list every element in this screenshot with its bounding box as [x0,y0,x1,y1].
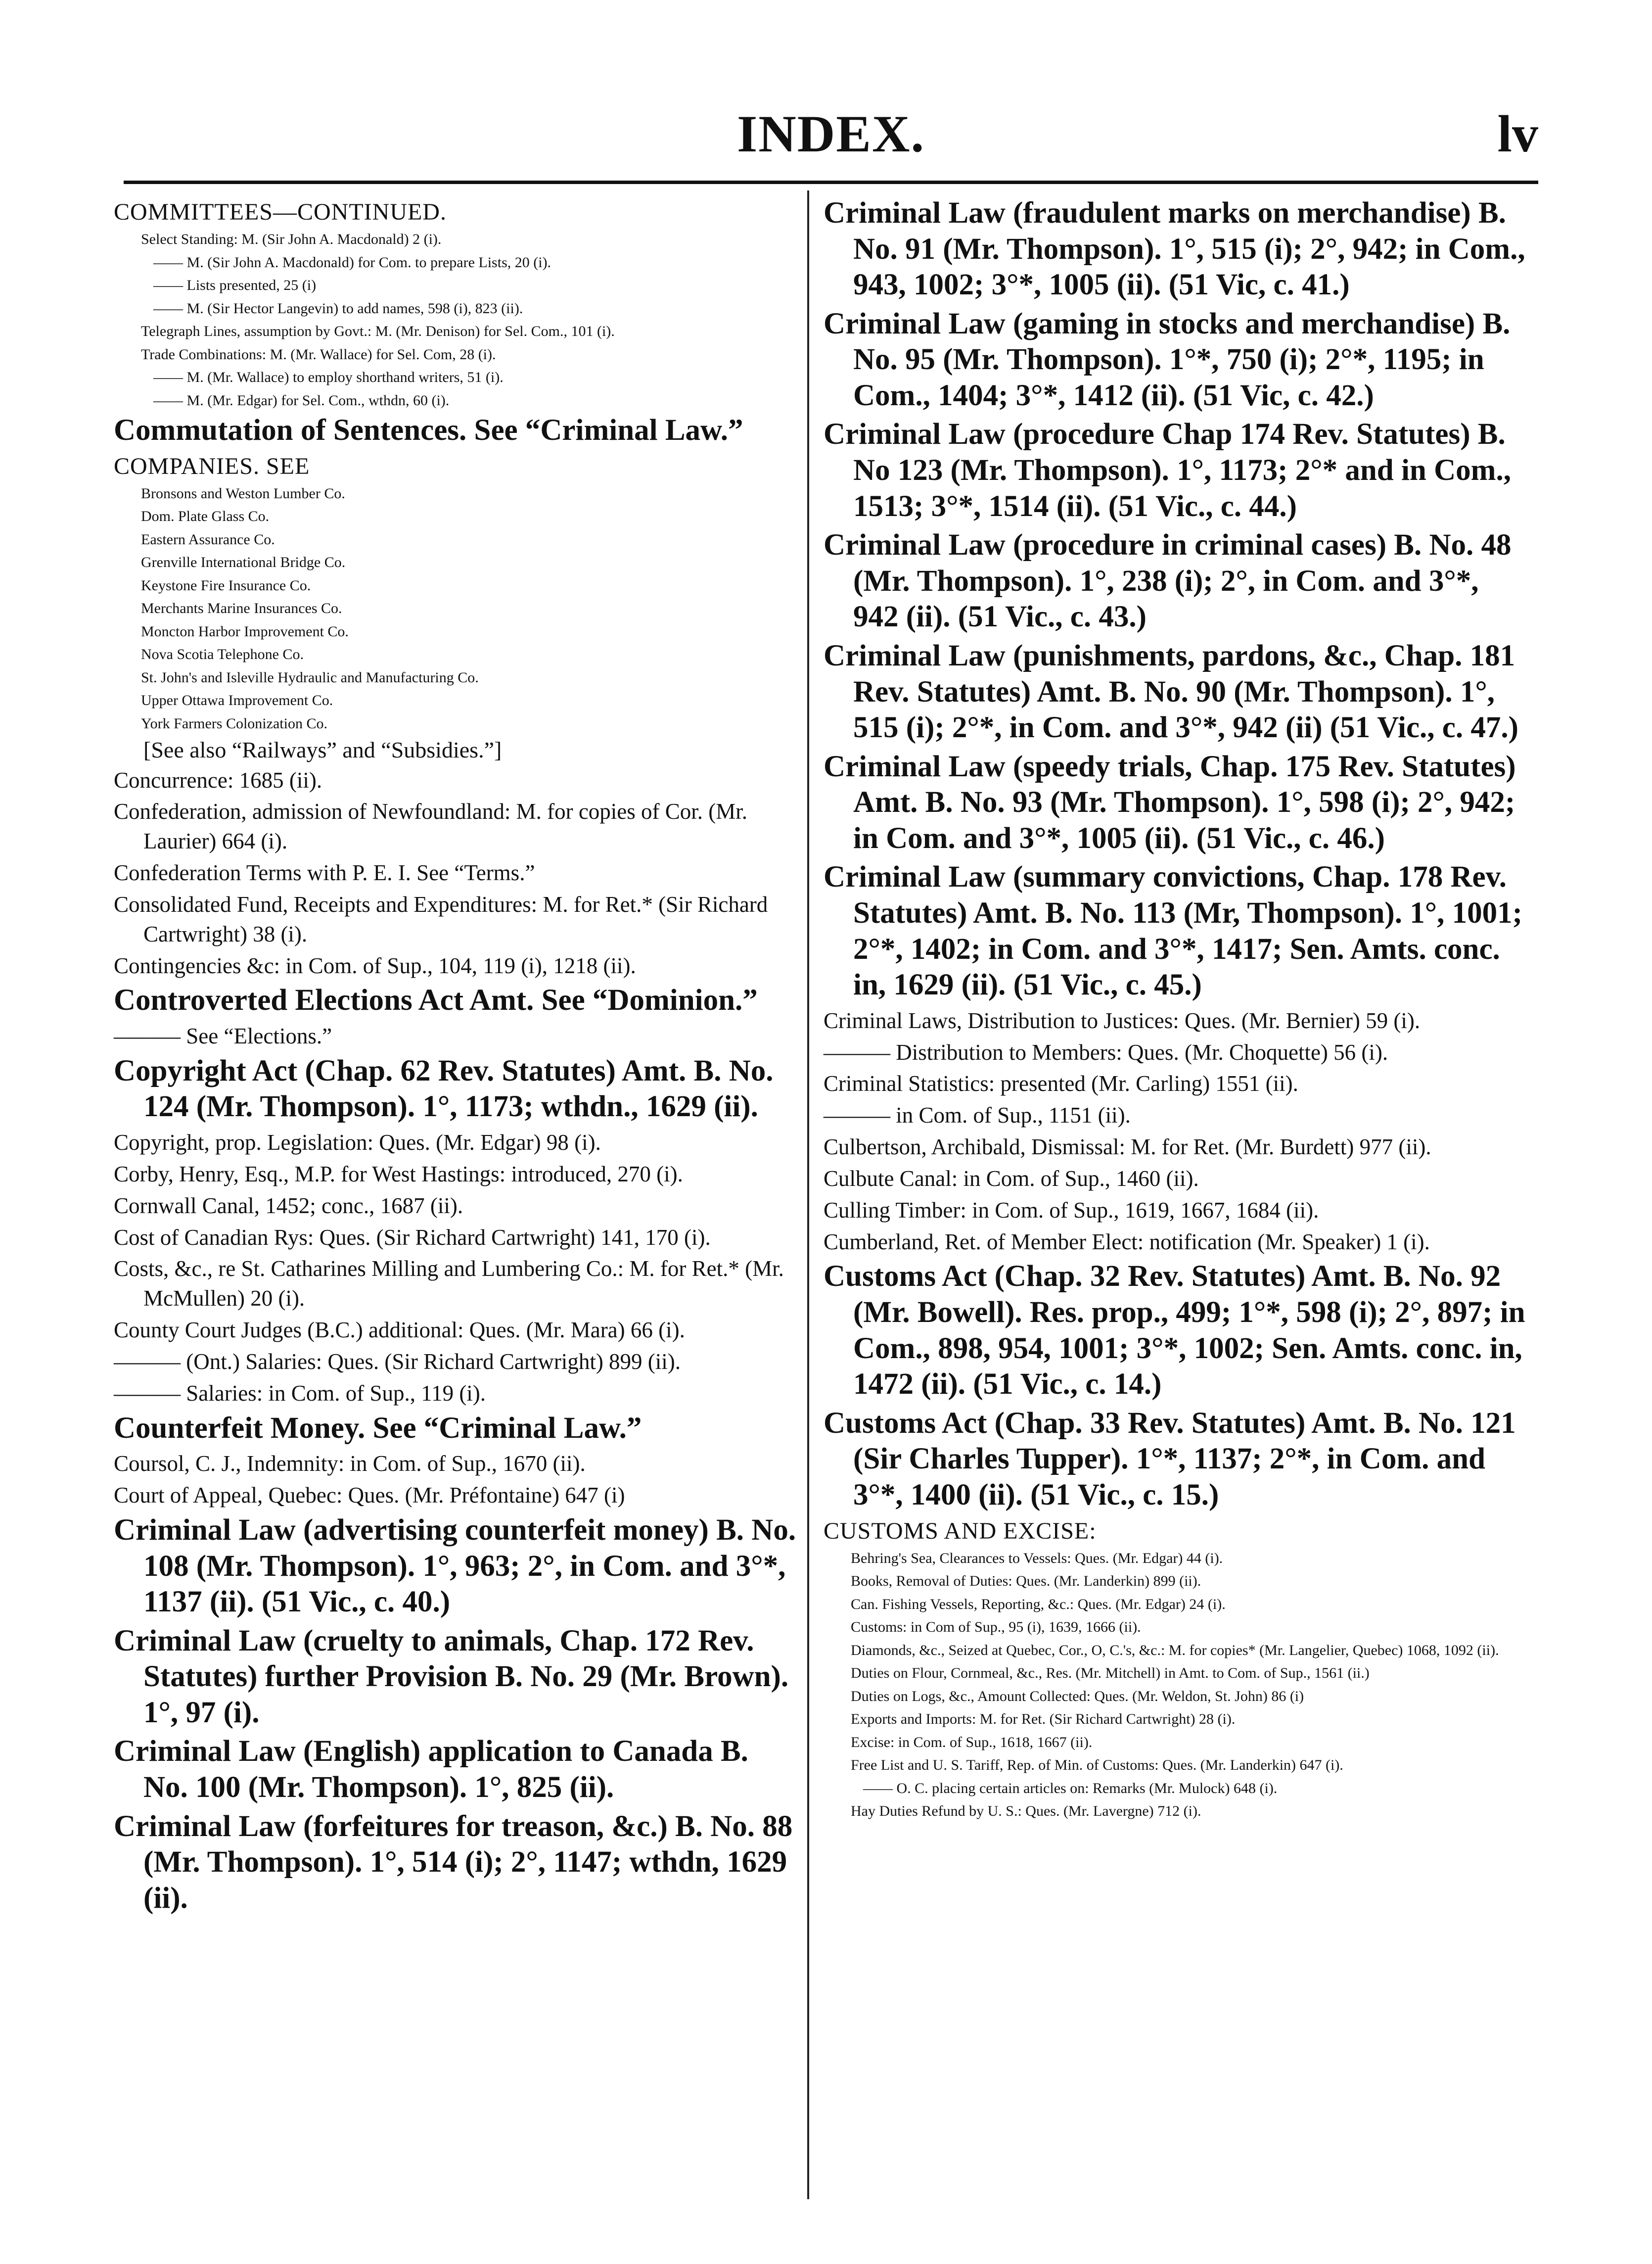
page-header [124,104,1538,173]
index-entry: —— Lists presented, 25 (i) [153,277,317,293]
index-entry: Customs Act (Chap. 32 Rev. Statutes) Amt. B. No. 92 (Mr. Bowell). Res. prop., 499; 1°*, 598 (i); 2°, 897; in Com., 898, 954, 1001; 3°*, 1002; Sen. Amts. conc. in, 1472 (ii). (51 Vic., c. 14.) [824,1260,1525,1401]
index-entry: Criminal Statistics: presented (Mr. Carling) 1551 (ii). [824,1071,1298,1096]
index-entry: Criminal Law (speedy trials, Chap. 175 Rev. Statutes) Amt. B. No. 93 (Mr. Thompson). 1°, 598 (i); 2°, 942; in Com. and 3°*, 1005 (ii). (51 Vic., c. 46.) [824,750,1516,855]
page-number: lv [1497,105,1538,163]
index-entry: Criminal Law (forfeitures for treason, &c.) B. No. 88 (Mr. Thompson). 1°, 514 (i); 2°, 1147; wthdn, 1629 (ii). [114,1809,793,1915]
index-entry: —— M. (Mr. Edgar) for Sel. Com., wthdn, 60 (i). [153,392,450,409]
index-entry: Culbute Canal: in Com. of Sup., 1460 (ii). [824,1166,1199,1191]
index-entry: Criminal Law (fraudulent marks on merchandise) B. No. 91 (Mr. Thompson). 1°, 515 (i); 2°, 942; in Com., 943, 1002; 3°*, 1005 (ii). (51 Vic, c. 41.) [824,196,1525,302]
index-entry: ——— See “Elections.” [114,1024,332,1049]
index-entry: Eastern Assurance Co. [141,531,275,548]
index-entry: Criminal Law (gaming in stocks and merchandise) B. No. 95 (Mr. Thompson). 1°*, 750 (i); 2°*, 1195; in Com., 1404; 3°*, 1412 (ii). (51 Vic, c. 42.) [824,307,1511,412]
index-entry: ——— (Ont.) Salaries: Ques. (Sir Richard Cartwright) 899 (ii). [114,1349,681,1374]
index-entry: Cumberland, Ret. of Member Elect: notification (Mr. Speaker) 1 (i). [824,1229,1430,1254]
index-entry: Cornwall Canal, 1452; conc., 1687 (ii). [114,1193,463,1218]
index-entry: Commutation of Sentences. See “Criminal Law.” [114,414,743,447]
index-entry: Confederation, admission of Newfoundland: M. for copies of Cor. (Mr. Laurier) 664 (i). [114,799,748,854]
index-entry: Counterfeit Money. See “Criminal Law.” [114,1411,642,1445]
index-entry: Culbertson, Archibald, Dismissal: M. for Ret. (Mr. Burdett) 977 (ii). [824,1134,1431,1160]
index-entry: Dom. Plate Glass Co. [141,508,270,525]
index-entry: Copyright, prop. Legislation: Ques. (Mr. Edgar) 98 (i). [114,1130,601,1155]
index-entry: Hay Duties Refund by U. S.: Ques. (Mr. Lavergne) 712 (i). [851,1803,1201,1820]
left-column [114,195,796,1919]
page-title: INDEX. [736,105,925,163]
index-entry: Upper Ottawa Improvement Co. [141,692,333,709]
index-entry: Trade Combinations: M. (Mr. Wallace) for Sel. Com, 28 (i). [141,346,496,363]
index-entry: Duties on Logs, &c., Amount Collected: Ques. (Mr. Weldon, St. John) 86 (i) [851,1688,1304,1704]
index-entry: Criminal Law (procedure Chap 174 Rev. Statutes) B. No 123 (Mr. Thompson). 1°, 1173; 2°* and in Com., 1513; 3°*, 1514 (ii). (51 Vic., c. 44.) [824,418,1511,523]
index-entry: —— O. C. placing certain articles on: Remarks (Mr. Mulock) 648 (i). [863,1780,1278,1796]
column-divider [807,190,809,2199]
index-entry: Excise: in Com. of Sup., 1618, 1667 (ii). [851,1734,1093,1750]
index-entry: Criminal Law (punishments, pardons, &c., Chap. 181 Rev. Statutes) Amt. B. No. 90 (Mr. Thompson). 1°, 515 (i); 2°*, in Com. and 3°*, 942 (ii) (51 Vic., c. 47.) [824,639,1518,745]
right-column [824,195,1526,1824]
index-entry: County Court Judges (B.C.) additional: Ques. (Mr. Mara) 66 (i). [114,1318,685,1343]
index-entry: ——— in Com. of Sup., 1151 (ii). [824,1103,1131,1128]
index-entry: Moncton Harbor Improvement Co. [141,623,349,640]
index-entry: Diamonds, &c., Seized at Quebec, Cor., O, C.'s, &c.: M. for copies* (Mr. Langelier, Quebec) 1068, 1092 (ii). [851,1642,1499,1658]
index-entry: Telegraph Lines, assumption by Govt.: M. (Mr. Denison) for Sel. Com., 101 (i). [141,323,615,339]
index-entry: Grenville International Bridge Co. [141,554,346,571]
index-entry: Court of Appeal, Quebec: Ques. (Mr. Préfontaine) 647 (i) [114,1483,625,1508]
index-entry: Coursol, C. J., Indemnity: in Com. of Sup., 1670 (ii). [114,1451,586,1476]
index-entry: Customs: in Com of Sup., 95 (i), 1639, 1666 (ii). [851,1619,1141,1636]
index-entry: —— M. (Sir Hector Langevin) to add names, 598 (i), 823 (ii). [153,300,523,317]
index-entry: Consolidated Fund, Receipts and Expenditures: M. for Ret.* (Sir Richard Cartwright) 38 (i). [114,892,768,946]
index-entry: Can. Fishing Vessels, Reporting, &c.: Ques. (Mr. Edgar) 24 (i). [851,1596,1226,1612]
index-entry: Criminal Law (procedure in criminal cases) B. No. 48 (Mr. Thompson). 1°, 238 (i); 2°, in Com. and 3°*, 942 (ii). (51 Vic., c. 43.) [824,528,1512,634]
index-entry: Culling Timber: in Com. of Sup., 1619, 1667, 1684 (ii). [824,1197,1319,1223]
index-entry: Keystone Fire Insurance Co. [141,577,311,594]
index-entry: COMPANIES. SEE [114,453,310,479]
index-entry: Criminal Law (English) application to Canada B. No. 100 (Mr. Thompson). 1°, 825 (ii). [114,1735,748,1804]
index-entry: Customs Act (Chap. 33 Rev. Statutes) Amt. B. No. 121 (Sir Charles Tupper). 1°*, 1137; 2°*, in Com. and 3°*, 1400 (ii). (51 Vic., c. 15.) [824,1406,1516,1511]
index-entry: Select Standing: M. (Sir John A. Macdonald) 2 (i). [141,231,442,247]
index-entry: [See also “Railways” and “Subsidies.”] [143,737,502,763]
index-entry: Behring's Sea, Clearances to Vessels: Ques. (Mr. Edgar) 44 (i). [851,1550,1223,1566]
index-entry: Controverted Elections Act Amt. See “Dominion.” [114,984,758,1017]
index-entry: —— M. (Mr. Wallace) to employ shorthand writers, 51 (i). [153,369,504,385]
index-entry: Cost of Canadian Rys: Ques. (Sir Richard Cartwright) 141, 170 (i). [114,1225,711,1250]
index-entry: St. John's and Isleville Hydraulic and Manufacturing Co. [141,669,479,686]
index-entry: Confederation Terms with P. E. I. See “Terms.” [114,860,535,886]
index-entry: Criminal Law (advertising counterfeit money) B. No. 108 (Mr. Thompson). 1°, 963; 2°, in Com. and 3°*, 1137 (ii). (51 Vic., c. 40.) [114,1513,796,1619]
index-entry: COMMITTEES—CONTINUED. [114,199,447,225]
index-entry: Corby, Henry, Esq., M.P. for West Hastings: introduced, 270 (i). [114,1161,683,1186]
header-rule [124,181,1538,184]
index-entry: Free List and U. S. Tariff, Rep. of Min. of Customs: Ques. (Mr. Landerkin) 647 (i). [851,1757,1343,1774]
index-entry: ——— Salaries: in Com. of Sup., 119 (i). [114,1380,486,1406]
index-entry: ——— Distribution to Members: Ques. (Mr. Choquette) 56 (i). [824,1039,1388,1065]
index-entry: Books, Removal of Duties: Ques. (Mr. Landerkin) 899 (ii). [851,1573,1201,1590]
index-entry: Contingencies &c: in Com. of Sup., 104, 119 (i), 1218 (ii). [114,953,636,978]
index-entry: Duties on Flour, Cornmeal, &c., Res. (Mr. Mitchell) in Amt. to Com. of Sup., 1561 (ii.) [851,1665,1370,1682]
index-entry: Nova Scotia Telephone Co. [141,646,304,663]
index-entry: Merchants Marine Insurances Co. [141,600,342,617]
index-entry: Criminal Law (cruelty to animals, Chap. 172 Rev. Statutes) further Provision B. No. 29 (Mr. Brown). 1°, 97 (i). [114,1624,789,1729]
index-entry: CUSTOMS AND EXCISE: [824,1517,1097,1544]
index-entry: Criminal Law (summary convictions, Chap. 178 Rev. Statutes) Amt. B. No. 113 (Mr, Thompson). 1°, 1001; 2°*, 1402; in Com. and 3°*, 1417; Sen. Amts. conc. in, 1629 (ii). (51 Vic., c. 45.) [824,860,1522,1002]
index-entry: Bronsons and Weston Lumber Co. [141,485,345,502]
index-entry: Costs, &c., re St. Catharines Milling and Lumbering Co.: M. for Ret.* (Mr. McMullen) 20 (i). [114,1256,784,1311]
index-entry: —— M. (Sir John A. Macdonald) for Com. to prepare Lists, 20 (i). [153,254,551,271]
index-entry: Exports and Imports: M. for Ret. (Sir Richard Cartwright) 28 (i). [851,1711,1236,1728]
index-entry: York Farmers Colonization Co. [141,715,327,732]
index-entry: Concurrence: 1685 (ii). [114,767,322,793]
index-entry: Copyright Act (Chap. 62 Rev. Statutes) Amt. B. No. 124 (Mr. Thompson). 1°, 1173; wthdn., 1629 (ii). [114,1054,774,1124]
index-entry: Criminal Laws, Distribution to Justices: Ques. (Mr. Bernier) 59 (i). [824,1008,1421,1033]
